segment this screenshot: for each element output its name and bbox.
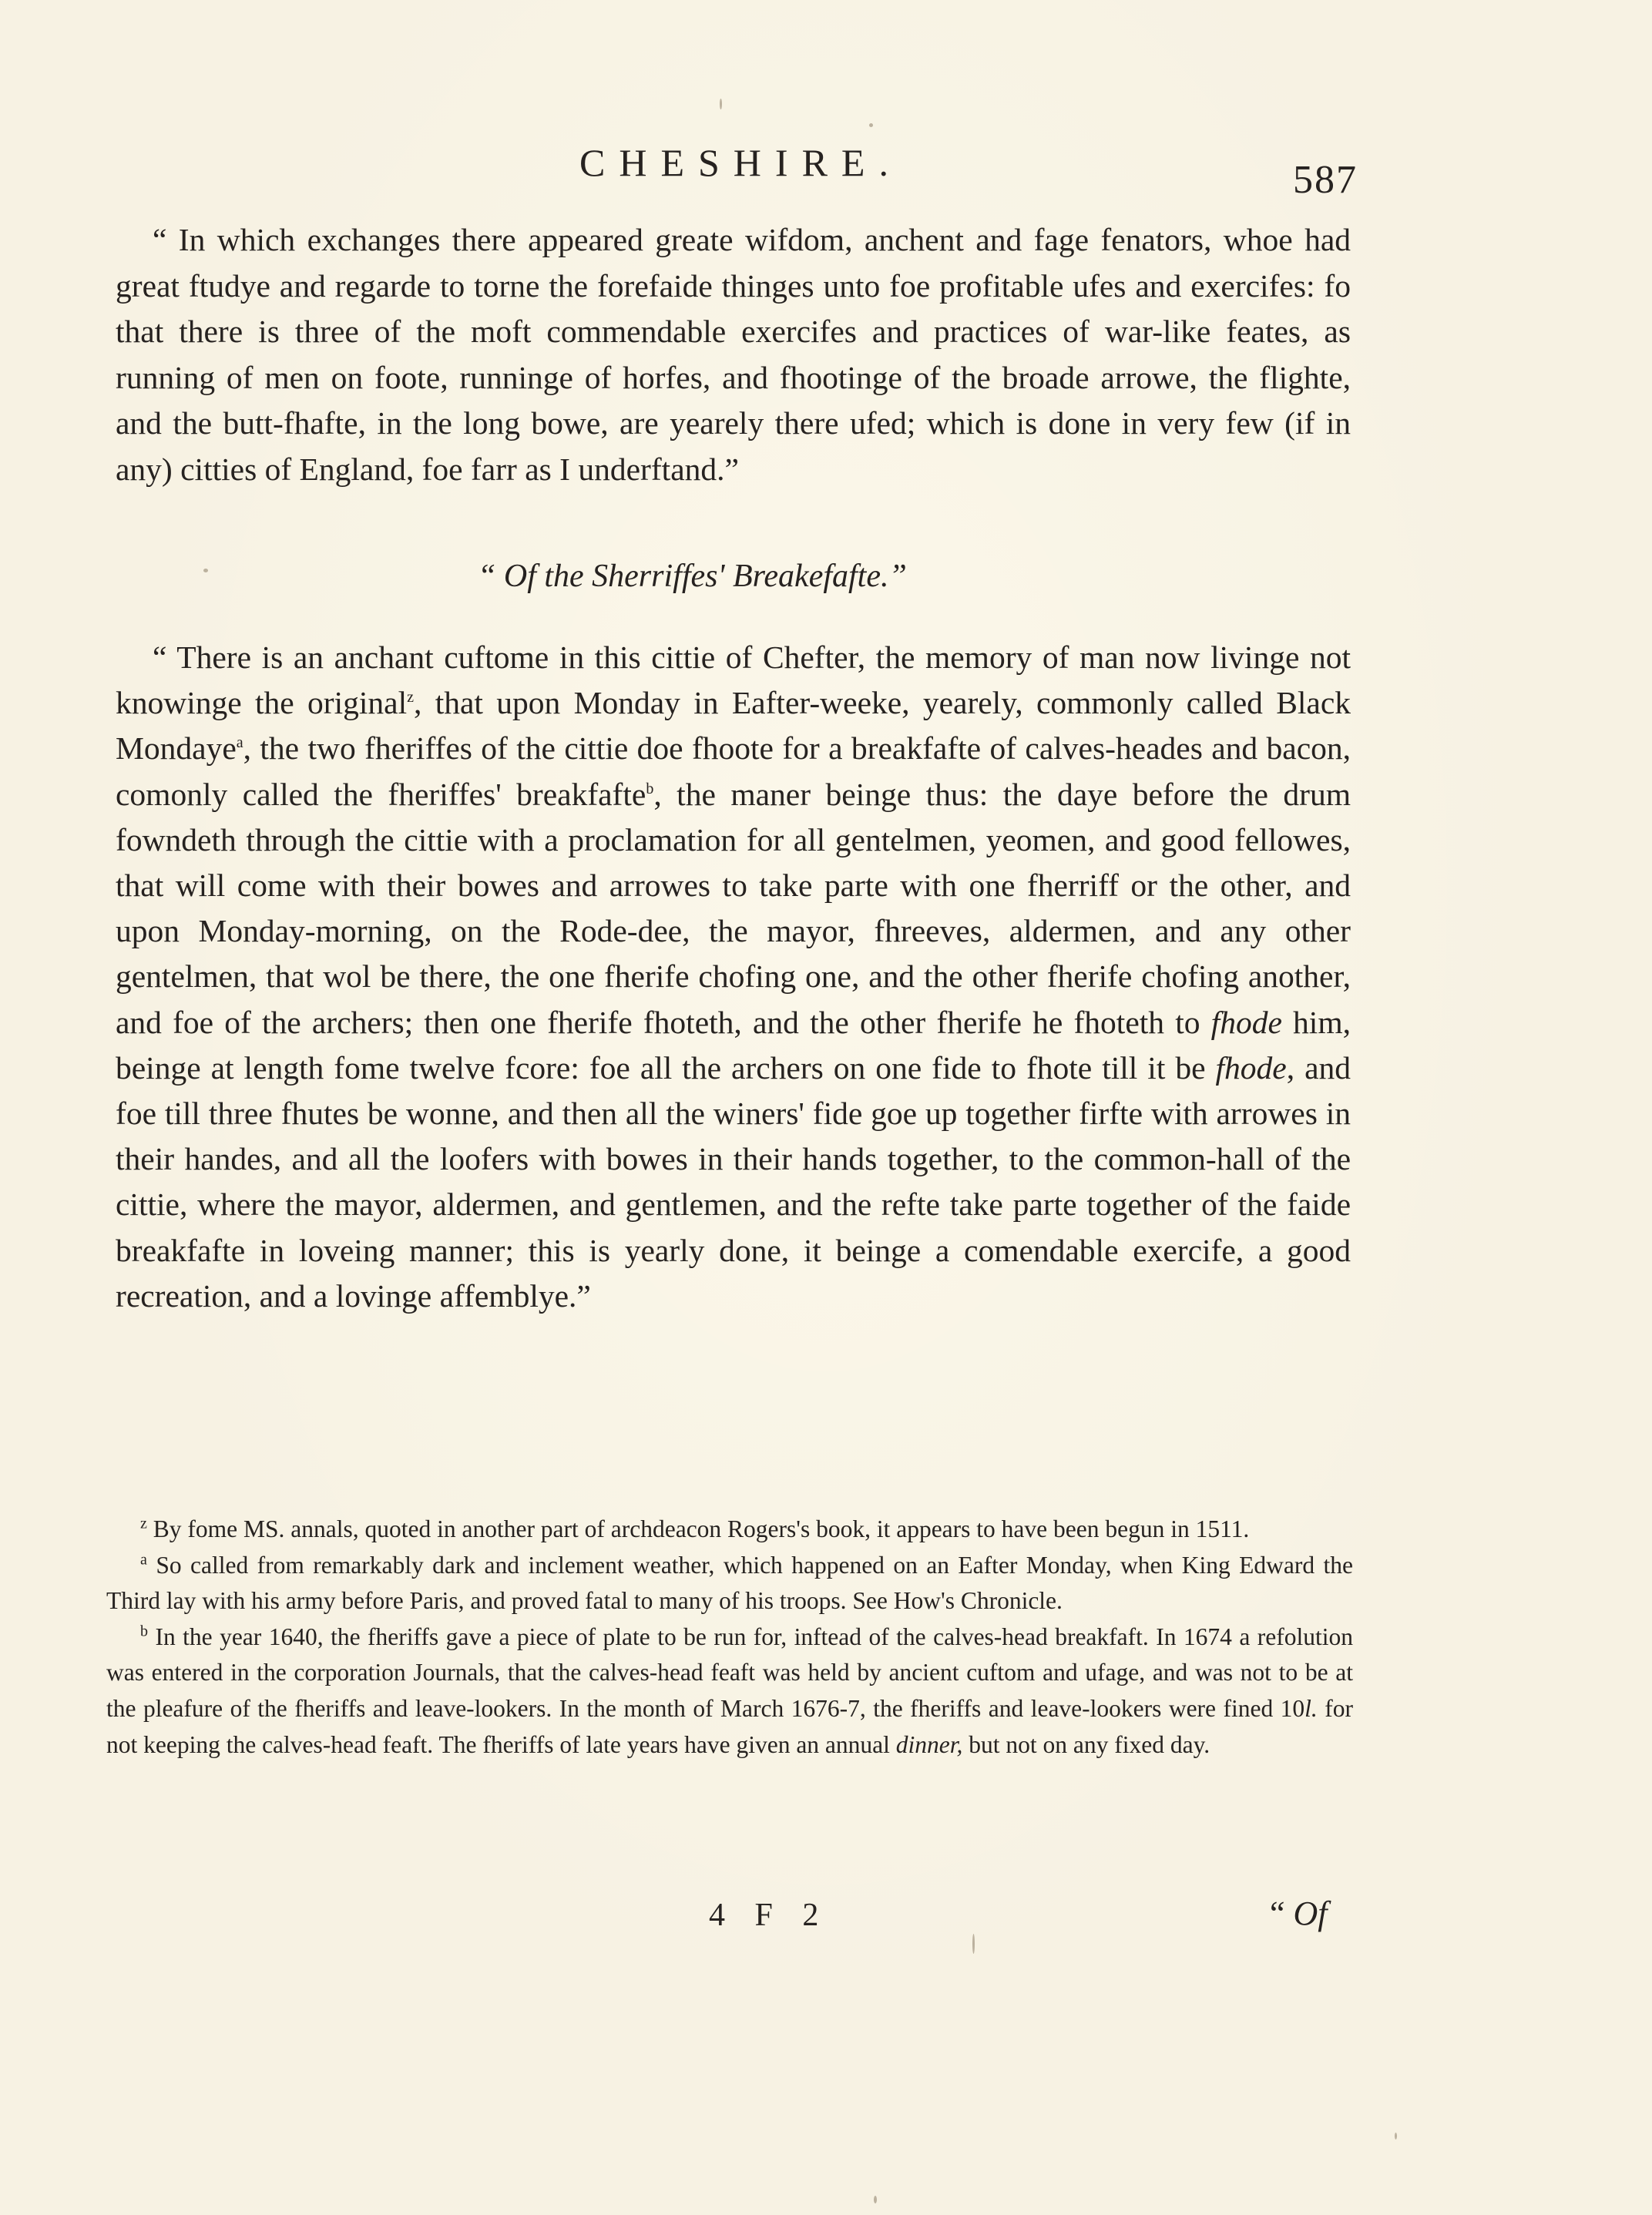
paragraph-text: , the maner beinge thus: the daye before the drum fowndeth through the cittie with a proclamation for all gentelmen, yeomen, and good fellowes, that will come with their bowes and arrowes to take parte with one fherriff or the other, and upon Monday-morning, on the Rode-dee, the mayor, fhreeves, aldermen, and any other gentelmen, that wol be there, the one fherife chofing one, and the other fherife chofing another, and foe of the archers; then one fherife fhoteth, and the other fherife he fhoteth to [116, 776, 1351, 1040]
catchword [1270, 1894, 1328, 1933]
footnote-text: but not on any fixed day. [962, 1730, 1210, 1758]
catchword-word: Of [1293, 1894, 1328, 1932]
footnote-text: So called from remarkably dark and inclement weather, which happened on an Eafter Monday, when King Edward the Third lay with his army before Paris, and proved fatal to many of his troops. See How's Chronicle. [106, 1551, 1353, 1615]
paragraph-breakfast [116, 635, 1351, 1319]
paragraph-text: , the two fheriffes of the cittie doe fhoote for a breakfafte of calves-heades and bacon, comonly called the fheriffes' breakfafte [116, 730, 1351, 812]
footnote-italic: l. [1304, 1694, 1318, 1722]
breakfast-paragraph-block [116, 635, 1351, 1319]
footnote-a [106, 1548, 1353, 1619]
footnote-z [106, 1512, 1353, 1548]
footnote-marker: b [140, 1623, 148, 1640]
section-heading: “ Of the Sherriffes' Breakefafte.” [478, 559, 907, 594]
paragraph-text: “ There is an anchant cuftome in this cittie of Chefter, the memory of man now livinge not knowinge the original [116, 639, 1351, 721]
italic-word: fhode [1215, 1049, 1287, 1086]
footnote-text: for not keeping the calves-head feaft. The fheriffs of late years have given an annual [106, 1694, 1353, 1758]
paper-speck [1395, 2133, 1397, 2139]
footnote-marker: z [140, 1515, 147, 1532]
italic-word: fhode [1210, 1004, 1282, 1040]
paragraph-exchanges: “ In which exchanges there appeared greate wifdom, anchent and fage fenators, whoe had great ftudye and regarde to torne the forefaide thinges unto foe profitable ufes and exercifes: fo that there is three of the moft commendable exercifes and practices of war-like feates, as running of men on foote, runninge of horfes, and fhootinge of the broade arrowe, the flighte, and the butt-fhafte, in the long bowe, are yearely there ufed; which is done in very few (if in any) citties of England, foe farr as I underftand.” [116, 222, 1351, 487]
footnote-ref-b[interactable]: b [646, 780, 654, 797]
paper-speck [720, 99, 722, 109]
footnote-ref-a[interactable]: a [236, 734, 243, 752]
footnote-italic: dinner, [895, 1730, 963, 1758]
opening-paragraph-block [116, 217, 1351, 493]
paragraph-text: , that upon Monday in Eafter-weeke, yearely, commonly called Black Mondaye [116, 685, 1351, 767]
paragraph-text: , and foe till three fhutes be wonne, and then all the winers' fide goe up together firfte with arrowes in their handes, and all the loofers with bowes in their hands together, to the common-hall of the cittie, where the mayor, aldermen, and gentlemen, and the refte take parte together of the faide breakfafte in loveing manner; this is yearly done, it beinge a comendable exercife, a good recreation, and a lovinge affemblye.” [116, 1049, 1351, 1314]
paper-speck [203, 569, 208, 572]
footnote-b [106, 1619, 1353, 1763]
footnote-ref-z[interactable]: z [407, 689, 414, 706]
footnote-text: In the year 1640, the fheriffs gave a piece of plate to be run for, inftead of the calves-head breakfaft. In 1674 a refolution was entered in the corporation Journals, that the calves-head feaft was held by ancient cuftom and ufage, and was not to be at the pleafure of the fheriffs and leave-lookers. In the month of March 1676-7, the fheriffs and leave-lookers were fined 10 [106, 1623, 1353, 1722]
footnote-marker: a [140, 1551, 147, 1569]
paper-speck [874, 2196, 877, 2203]
footnote-text: By fome MS. annals, quoted in another part of archdeacon Rogers's book, it appears to have been begun in 1511. [153, 1515, 1250, 1542]
footnotes [106, 1512, 1353, 1763]
paper-speck [869, 123, 873, 127]
page-number: 587 [1293, 158, 1358, 202]
running-title: CHESHIRE. [579, 141, 902, 184]
catchword-quote: “ [1270, 1894, 1294, 1932]
paragraph-text: him, beinge at length fome twelve fcore: foe all the archers on one fide to fhote till it be [116, 1004, 1351, 1086]
paper-speck [972, 1934, 975, 1954]
signature-mark: 4 F 2 [709, 1898, 830, 1933]
